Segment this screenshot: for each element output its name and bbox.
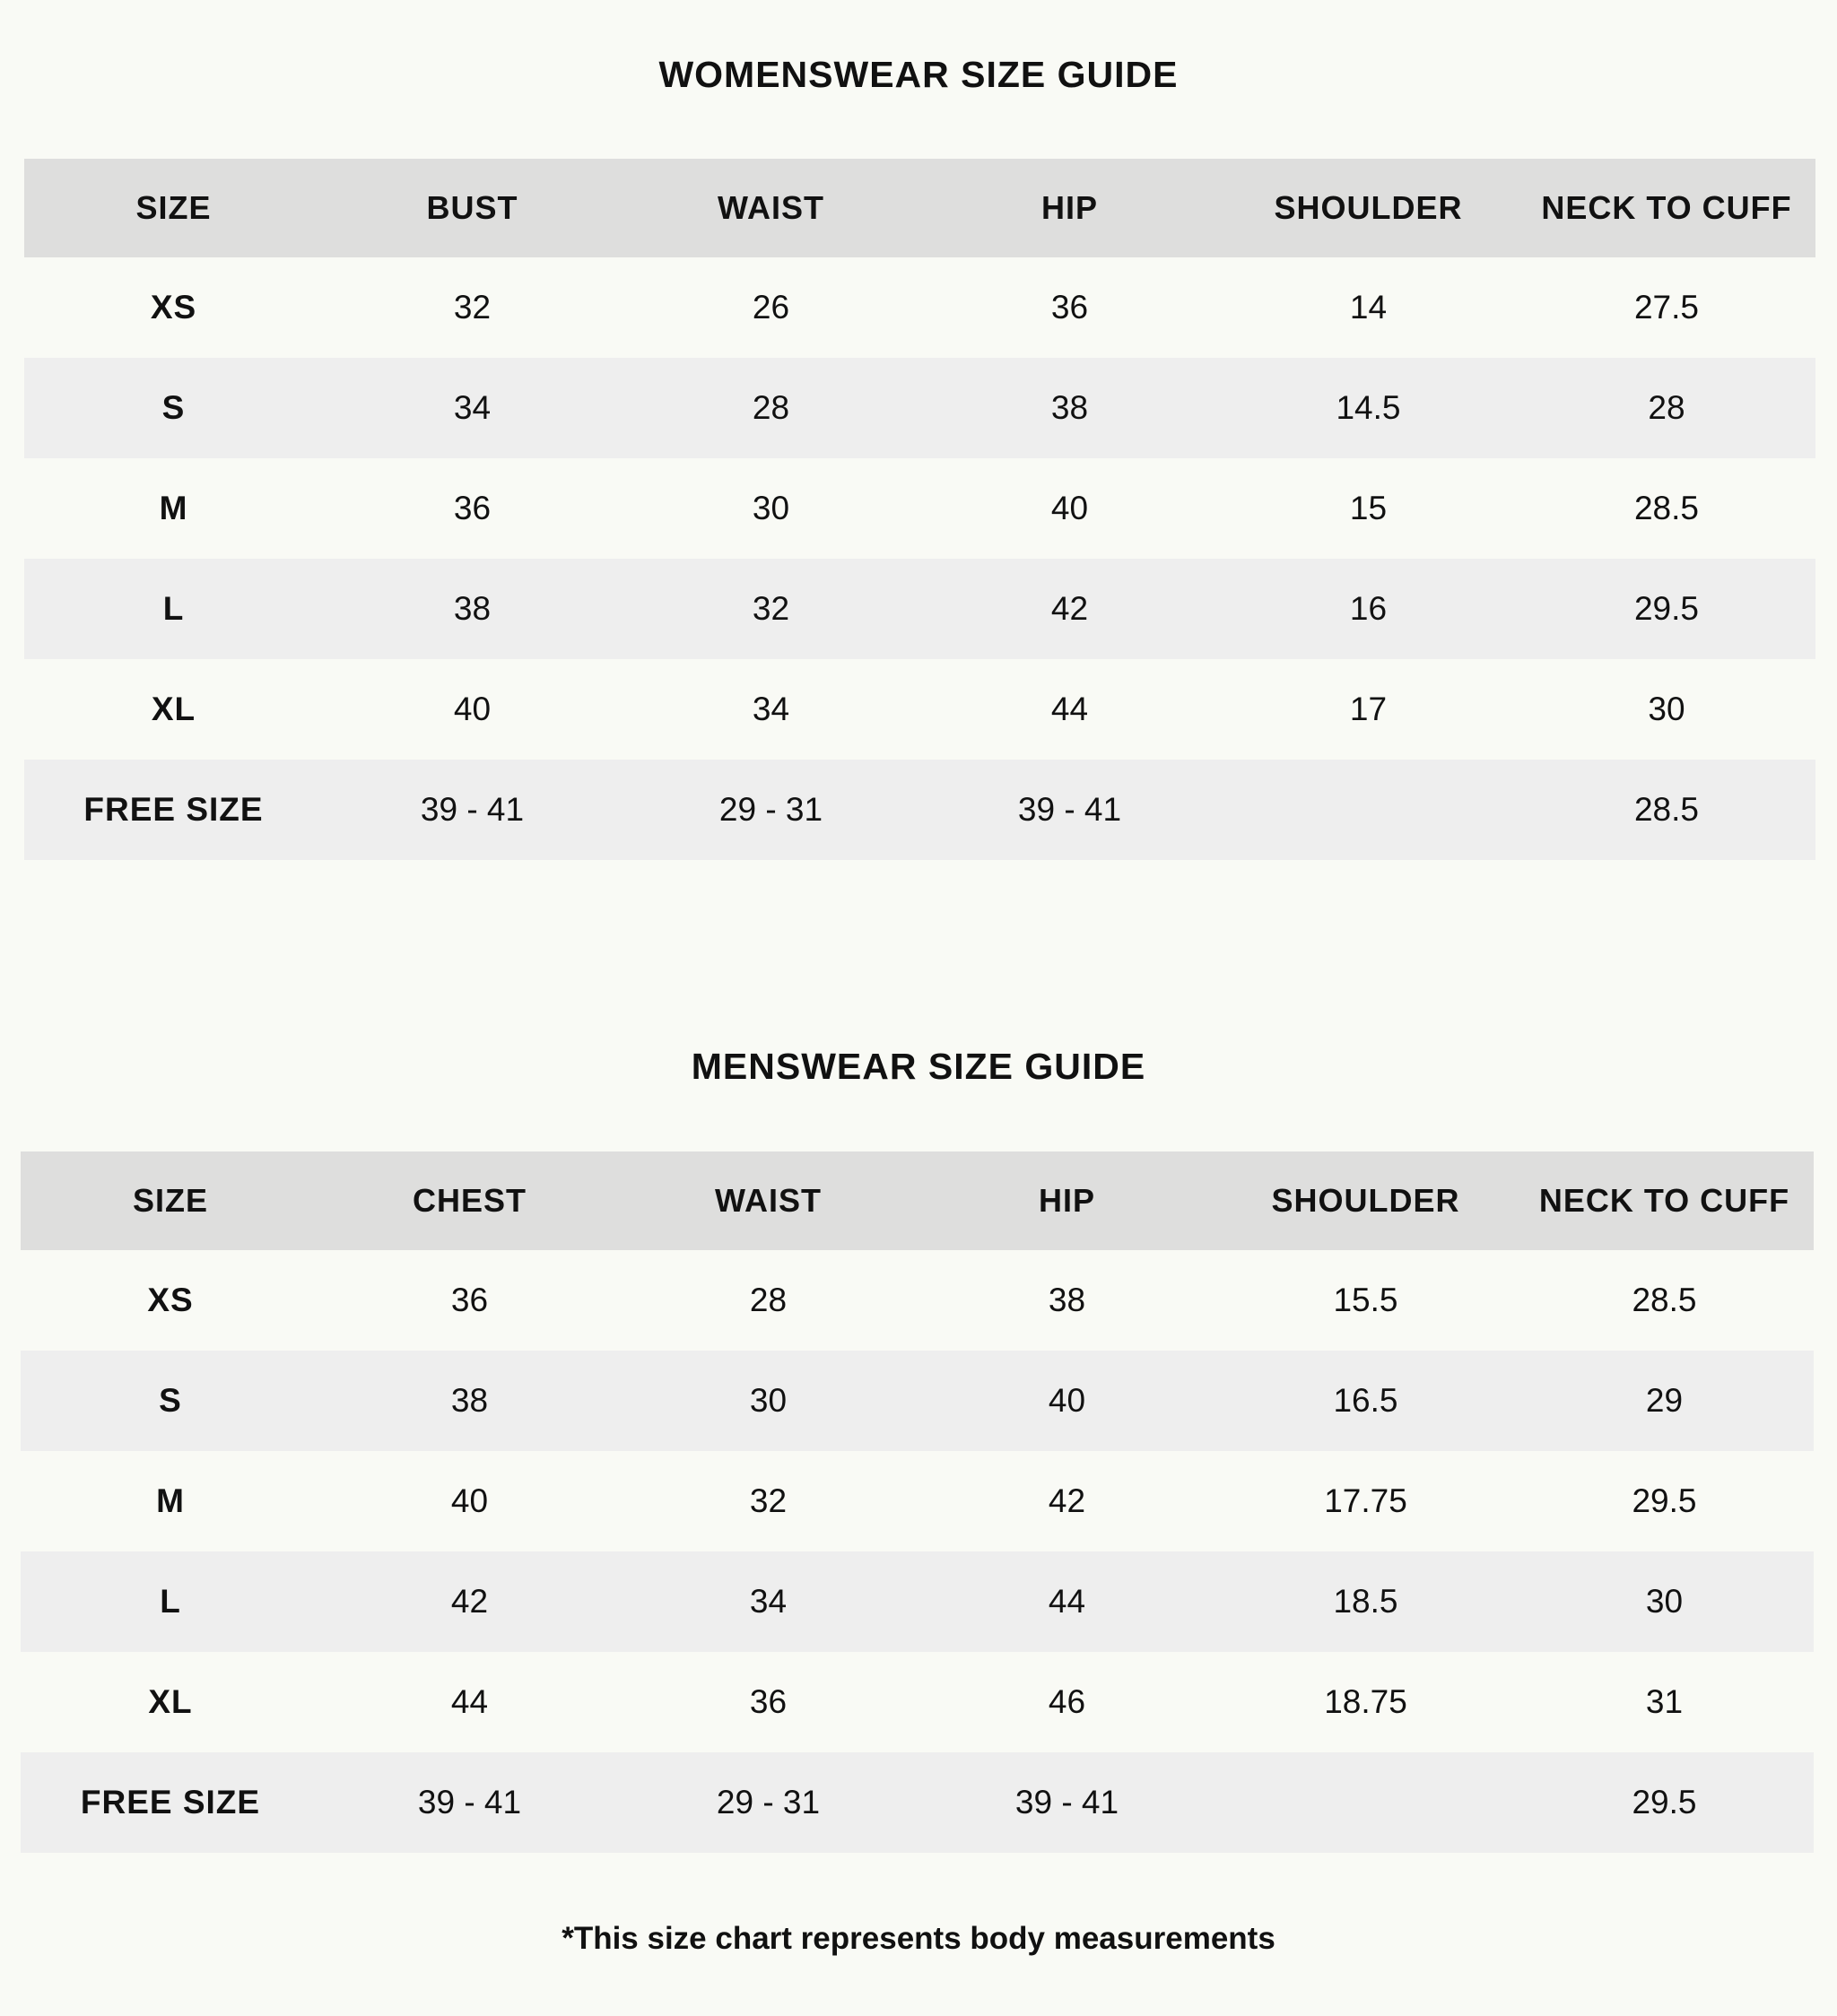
size-label: S (24, 358, 323, 458)
measurement-cell: 32 (749, 1482, 788, 1519)
header-hip: HIP (918, 1151, 1216, 1250)
measurement-cell: 18.5 (1216, 1551, 1515, 1652)
measurement-cell: 14.5 (1219, 358, 1518, 458)
measurement-cell: 16 (1219, 559, 1518, 659)
measurement-cell: 36 (450, 1282, 489, 1318)
table-row (24, 760, 1815, 860)
womenswear-title: WOMENSWEAR SIZE GUIDE (658, 54, 1179, 95)
measurement-cell: 28.5 (1633, 490, 1699, 526)
header-waist: WAIST (619, 1151, 918, 1250)
measurement-cell: 39 - 41 (920, 760, 1219, 860)
measurement-cell: 32 (453, 289, 492, 326)
measurement-cell: 29.5 (1632, 1482, 1697, 1519)
measurement-cell: 46 (1048, 1683, 1086, 1720)
measurement-cell: 30 (752, 490, 790, 526)
measurement-cell: 44 (918, 1551, 1216, 1652)
measurement-cell: 26 (752, 289, 790, 326)
measurement-cell: 28.5 (1632, 1282, 1697, 1318)
measurement-cell: 40 (918, 1351, 1216, 1451)
measurement-cell: 29.5 (1518, 559, 1815, 659)
header-hip: HIP (920, 159, 1219, 257)
table-row (21, 1551, 1814, 1652)
measurement-cell: 42 (320, 1551, 619, 1652)
table-row (24, 458, 1815, 559)
header-shoulder: SHOULDER (1219, 159, 1518, 257)
menswear-size-table (21, 1151, 1814, 1853)
measurement-cell: 17 (1349, 691, 1388, 727)
measurement-cell: 42 (1048, 1482, 1086, 1519)
measurement-cell: 18.75 (1324, 1683, 1407, 1720)
measurement-cell: 34 (752, 691, 790, 727)
measurement-cell: 36 (1050, 289, 1089, 326)
measurement-cell: 28 (1518, 358, 1815, 458)
measurement-cell: 39 - 41 (323, 760, 622, 860)
measurement-cell: 29.5 (1515, 1752, 1814, 1853)
measurement-cell: 28 (749, 1282, 788, 1318)
measurement-cell: 28.5 (1518, 760, 1815, 860)
header-neck-to-cuff: NECK TO CUFF (1515, 1151, 1814, 1250)
header-size: SIZE (24, 159, 323, 257)
measurement-cell: 17.75 (1324, 1482, 1407, 1519)
measurement-cell: 28 (622, 358, 920, 458)
table-row (24, 358, 1815, 458)
measurement-cell: 39 - 41 (918, 1752, 1216, 1853)
measurement-cell: 29 (1515, 1351, 1814, 1451)
measurement-cell: 44 (450, 1683, 489, 1720)
measurement-cell: 38 (1048, 1282, 1086, 1318)
size-label: L (24, 559, 323, 659)
measurement-cell: 32 (622, 559, 920, 659)
header-chest: CHEST (320, 1151, 619, 1250)
table-row (21, 1351, 1814, 1451)
menswear-rows (21, 1250, 1814, 1853)
measurement-cell: 30 (1648, 691, 1685, 727)
size-label: XL (151, 691, 196, 727)
size-label: M (156, 1482, 185, 1519)
measurement-cell: 31 (1645, 1683, 1684, 1720)
measurement-cell: 34 (323, 358, 622, 458)
size-label: S (21, 1351, 320, 1451)
measurement-cell: 36 (749, 1683, 788, 1720)
measurement-cell: 40 (1050, 490, 1089, 526)
measurement-cell: 30 (1515, 1551, 1814, 1652)
measurement-cell: 34 (619, 1551, 918, 1652)
measurement-cell: 16.5 (1216, 1351, 1515, 1451)
size-label: M (159, 490, 188, 526)
table-row (24, 659, 1815, 760)
measurement-cell: 15 (1349, 490, 1388, 526)
size-label: FREE SIZE (21, 1752, 320, 1853)
size-label: XS (147, 1282, 194, 1318)
table-row (24, 257, 1815, 358)
menswear-title: MENSWEAR SIZE GUIDE (691, 1046, 1146, 1087)
measurement-cell: 14 (1349, 289, 1388, 326)
measurement-cell (1219, 760, 1518, 860)
table-row (21, 1752, 1814, 1853)
header-bust: BUST (323, 159, 622, 257)
header-neck-to-cuff: NECK TO CUFF (1518, 159, 1815, 257)
measurement-cell: 42 (920, 559, 1219, 659)
table-row (21, 1250, 1814, 1351)
measurement-cell: 39 - 41 (320, 1752, 619, 1853)
measurement-cell: 40 (453, 691, 492, 727)
measurement-cell: 30 (619, 1351, 918, 1451)
measurement-cell: 38 (320, 1351, 619, 1451)
womenswear-size-table (24, 159, 1815, 860)
measurement-cell: 36 (453, 490, 492, 526)
table-header-row (24, 159, 1815, 257)
measurement-cell: 15.5 (1333, 1282, 1398, 1318)
header-size: SIZE (21, 1151, 320, 1250)
measurement-cell: 38 (920, 358, 1219, 458)
measurement-cell: 29 - 31 (622, 760, 920, 860)
size-label: FREE SIZE (24, 760, 323, 860)
header-shoulder: SHOULDER (1216, 1151, 1515, 1250)
table-header-row (21, 1151, 1814, 1250)
measurement-cell: 29 - 31 (619, 1752, 918, 1853)
measurement-cell: 27.5 (1633, 289, 1699, 326)
measurement-cell: 40 (450, 1482, 489, 1519)
measurement-cell: 44 (1050, 691, 1089, 727)
measurement-cell (1216, 1752, 1515, 1853)
footnote: *This size chart represents body measurements (562, 1921, 1275, 1956)
size-label: L (21, 1551, 320, 1652)
header-waist: WAIST (622, 159, 920, 257)
size-label: XS (150, 289, 197, 326)
measurement-cell: 38 (323, 559, 622, 659)
table-row (21, 1451, 1814, 1551)
womenswear-rows (24, 257, 1815, 860)
size-label: XL (148, 1683, 193, 1720)
table-row (21, 1652, 1814, 1752)
table-row (24, 559, 1815, 659)
